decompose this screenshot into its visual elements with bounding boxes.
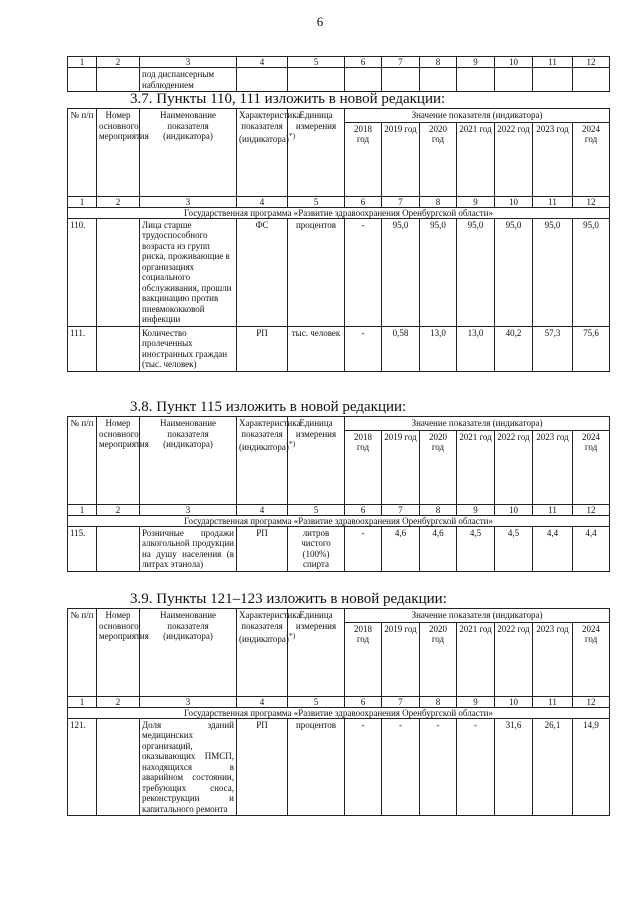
row-measure [97, 526, 140, 571]
indicators-table [67, 416, 610, 572]
row-measure [97, 218, 140, 326]
indicator-name: Розничные продажи алкогольной продукции на душу населения (в литрах этанола) [140, 526, 237, 571]
indicator-value: 4,4 [573, 526, 610, 571]
indicator-value: - [345, 218, 382, 326]
indicator-characteristic: РП [237, 526, 288, 571]
header-year: 2021 год [457, 430, 495, 504]
indicator-value: 95,0 [382, 218, 420, 326]
indicator-value: 4,4 [533, 526, 573, 571]
col-number: 4 [237, 57, 288, 68]
col-number: 1 [68, 57, 97, 68]
indicator-characteristic: РП [237, 326, 288, 371]
header-year: 2021 год [457, 622, 495, 696]
row-num: 115. [68, 526, 97, 571]
col-number: 2 [97, 57, 140, 68]
table-header-row [68, 109, 610, 123]
row-num: 121. [68, 718, 97, 816]
indicator-unit: процентов [288, 718, 345, 816]
header-values: Значение показателя (индикатора) [345, 109, 610, 123]
col-number: 4 [237, 504, 288, 515]
indicator-value: 95,0 [573, 218, 610, 326]
indicator-value: - [345, 718, 382, 816]
indicator-value: - [420, 718, 457, 816]
section-heading: 3.8. Пункт 115 изложить в новой редакции: [130, 399, 407, 415]
col-number: 8 [420, 57, 457, 68]
indicator-value: 13,0 [457, 326, 495, 371]
header-measure-no: Номер основного мероприятия [97, 109, 140, 197]
indicator-characteristic: ФС [237, 218, 288, 326]
indicator-characteristic: РП [237, 718, 288, 816]
header-year: 2022 год [495, 622, 533, 696]
col-number: 10 [495, 504, 533, 515]
indicator-value: 31,6 [495, 718, 533, 816]
col-number: 11 [533, 196, 573, 207]
indicator-value: 95,0 [457, 218, 495, 326]
section-heading: 3.9. Пункты 121–123 изложить в новой редакции: [130, 591, 447, 607]
header-name: Наименование показателя (индикатора) [140, 417, 237, 505]
header-year: 2022 год [495, 430, 533, 504]
header-name: Наименование показателя (индикатора) [140, 609, 237, 697]
header-year: 2021 год [457, 122, 495, 196]
indicator-unit: литров чистого (100%) спирта [288, 526, 345, 571]
col-number: 8 [420, 504, 457, 515]
header-characteristic: Характеристика показателя (индикатора)*) [237, 609, 288, 697]
header-unit: Единица измерения [288, 609, 345, 697]
col-number: 12 [573, 696, 610, 707]
indicator-value: - [382, 718, 420, 816]
header-year: 2023 год [533, 122, 573, 196]
indicator-value: 4,6 [420, 526, 457, 571]
indicator-value: 95,0 [533, 218, 573, 326]
col-number: 5 [288, 57, 345, 68]
col-number: 6 [345, 196, 382, 207]
indicator-value: 26,1 [533, 718, 573, 816]
col-number: 3 [140, 696, 237, 707]
program-title: Государственная программа «Развитие здравоохранения Оренбургской области» [68, 707, 610, 718]
col-number: 5 [288, 196, 345, 207]
indicator-name: под диспансерным наблюдением [140, 68, 237, 92]
header-num: № п/п [68, 109, 97, 197]
header-name: Наименование показателя (индикатора) [140, 109, 237, 197]
header-unit: Единица измерения [288, 109, 345, 197]
table-row [68, 326, 610, 371]
col-number: 3 [140, 196, 237, 207]
col-number: 3 [140, 57, 237, 68]
header-year: 2024 год [573, 122, 610, 196]
col-number: 8 [420, 196, 457, 207]
header-unit: Единица измерения [288, 417, 345, 505]
program-row [68, 207, 610, 218]
column-number-row [68, 196, 610, 207]
col-number: 7 [382, 696, 420, 707]
header-year: 2022 год [495, 122, 533, 196]
header-year: 2020 год [420, 122, 457, 196]
col-number: 3 [140, 504, 237, 515]
col-number: 9 [457, 196, 495, 207]
col-number: 9 [457, 696, 495, 707]
header-year: 2018 год [345, 122, 382, 196]
header-year: 2018 год [345, 430, 382, 504]
col-number: 12 [573, 504, 610, 515]
header-measure-no: Номер основного мероприятия [97, 609, 140, 697]
indicator-value: 13,0 [420, 326, 457, 371]
col-number: 6 [345, 57, 382, 68]
indicator-value: 0,58 [382, 326, 420, 371]
table-row [68, 526, 610, 571]
col-number: 7 [382, 57, 420, 68]
header-num: № п/п [68, 609, 97, 697]
row-num: 111. [68, 326, 97, 371]
col-number: 11 [533, 57, 573, 68]
header-year: 2018 год [345, 622, 382, 696]
indicator-value: 4,5 [457, 526, 495, 571]
program-title: Государственная программа «Развитие здравоохранения Оренбургской области» [68, 515, 610, 526]
header-year: 2020 год [420, 622, 457, 696]
header-values: Значение показателя (индикатора) [345, 417, 610, 431]
header-year: 2023 год [533, 622, 573, 696]
col-number: 10 [495, 57, 533, 68]
table-header-row [68, 609, 610, 623]
column-number-row [68, 696, 610, 707]
indicator-value: - [345, 326, 382, 371]
indicator-value: 95,0 [495, 218, 533, 326]
column-number-row [68, 57, 610, 68]
row-measure [97, 326, 140, 371]
indicator-value: 57,3 [533, 326, 573, 371]
indicator-value: 40,2 [495, 326, 533, 371]
header-measure-no: Номер основного мероприятия [97, 417, 140, 505]
indicators-table [67, 108, 610, 372]
col-number: 12 [573, 196, 610, 207]
indicator-value: 95,0 [420, 218, 457, 326]
section-heading: 3.7. Пункты 110, 111 изложить в новой редакции: [130, 91, 446, 107]
header-characteristic: Характеристика показателя (индикатора)*) [237, 417, 288, 505]
header-characteristic: Характеристика показателя (индикатора)*) [237, 109, 288, 197]
col-number: 7 [382, 504, 420, 515]
header-year: 2019 год [382, 430, 420, 504]
table-header-row [68, 417, 610, 431]
col-number: 6 [345, 504, 382, 515]
col-number: 2 [97, 696, 140, 707]
col-number: 12 [573, 57, 610, 68]
indicator-value: 4,5 [495, 526, 533, 571]
col-number: 9 [457, 57, 495, 68]
indicators-table [67, 608, 610, 816]
col-number: 1 [68, 696, 97, 707]
program-title: Государственная программа «Развитие здравоохранения Оренбургской области» [68, 207, 610, 218]
indicator-name: Лица старше трудоспособного возраста из групп риска, проживающие в организациях социального обслуживания, прошли вакцинацию против пневмококковой инфекции [140, 218, 237, 326]
col-number: 2 [97, 504, 140, 515]
header-year: 2019 год [382, 622, 420, 696]
header-year: 2020 год [420, 430, 457, 504]
col-number: 1 [68, 196, 97, 207]
indicator-unit: процентов [288, 218, 345, 326]
header-year: 2023 год [533, 430, 573, 504]
program-row [68, 515, 610, 526]
header-values: Значение показателя (индикатора) [345, 609, 610, 623]
col-number: 8 [420, 696, 457, 707]
col-number: 2 [97, 196, 140, 207]
col-number: 10 [495, 696, 533, 707]
header-year: 2019 год [382, 122, 420, 196]
col-number: 5 [288, 696, 345, 707]
header-num: № п/п [68, 417, 97, 505]
col-number: 6 [345, 696, 382, 707]
table-fragment [67, 56, 610, 92]
indicator-value: - [345, 526, 382, 571]
table-row [68, 718, 610, 816]
col-number: 10 [495, 196, 533, 207]
indicator-value: 75,6 [573, 326, 610, 371]
indicator-unit: тыс. человек [288, 326, 345, 371]
header-year: 2024 год [573, 430, 610, 504]
indicator-value: 4,6 [382, 526, 420, 571]
program-row [68, 707, 610, 718]
indicator-value: - [457, 718, 495, 816]
col-number: 5 [288, 504, 345, 515]
col-number: 4 [237, 696, 288, 707]
col-number: 1 [68, 504, 97, 515]
row-measure [97, 718, 140, 816]
header-year: 2024 год [573, 622, 610, 696]
table-row [68, 68, 610, 92]
col-number: 9 [457, 504, 495, 515]
table-row [68, 218, 610, 326]
indicator-name: Количество пролеченных иностранных граждан (тыс. человек) [140, 326, 237, 371]
col-number: 11 [533, 696, 573, 707]
indicator-value: 14,9 [573, 718, 610, 816]
column-number-row [68, 504, 610, 515]
col-number: 7 [382, 196, 420, 207]
indicator-name: Доля зданий медицинских организаций, оказывающих ПМСП, находящихся в аварийном состоянии, требующих сноса, реконструкции и капитального ремонта [140, 718, 237, 816]
row-num: 110. [68, 218, 97, 326]
page-number: 6 [316, 14, 324, 29]
col-number: 11 [533, 504, 573, 515]
col-number: 4 [237, 196, 288, 207]
